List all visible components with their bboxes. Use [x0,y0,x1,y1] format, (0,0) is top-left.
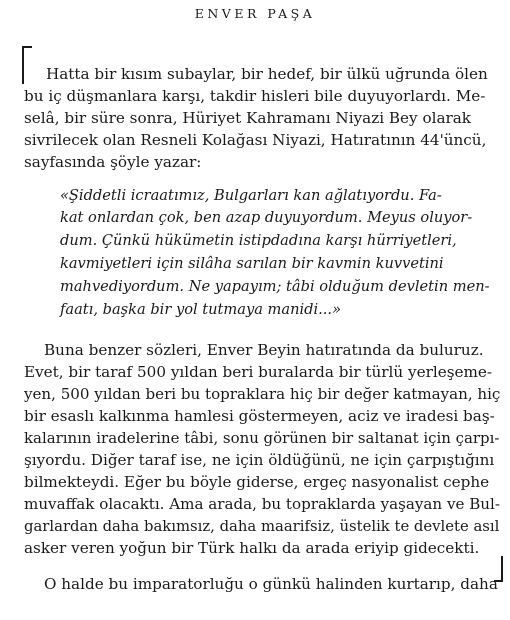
opening-bracket-mark [22,46,32,84]
paragraph2-line: garlardan daha bakımsız, daha maarifsiz, üstelik te devlete asıl [24,517,500,535]
paragraph2-line: kalarının iradelerine tâbi, sonu görünen bir saltanat için çarpı- [24,429,500,447]
paragraph1-line: sayfasında şöyle yazar: [24,153,202,171]
paragraph2-line: Buna benzer sözleri, Enver Beyin hatıratında da buluruz. [44,341,484,359]
quote-line: kat onlardan çok, ben azap duyuyordum. Meyus oluyor- [60,209,473,226]
paragraph2-line: muvaffak olacaktı. Ama arada, bu topraklarda yaşayan ve Bul- [24,495,500,513]
quote-line: «Şiddetli icraatımız, Bulgarları kan ağlatıyordu. Fa- [60,187,442,204]
quote-line: faatı, başka bir yol tutmaya manidi...» [60,301,342,318]
paragraph1-line: Hatta bir kısım subaylar, bir hedef, bir ülkü uğrunda ölen [46,65,488,83]
paragraph2-line: şıyordu. Diğer taraf ise, ne için öldüğünü, ne için çarpıştığını [24,451,495,469]
paragraph1-line: sivrilecek olan Resneli Kolağası Niyazi, Hatıratının 44'üncü, [24,131,487,149]
running-head: ENVER PAŞA [194,6,316,21]
paragraph2-line: Evet, bir taraf 500 yıldan beri buralarda bir türlü yerleşeme- [24,363,493,381]
paragraph3-line: O halde bu imparatorluğu o günkü halinden kurtarıp, daha [44,575,498,593]
quote-line: kavmiyetleri için silâha sarılan bir kavmin kuvvetini [60,255,444,272]
paragraph2-line: bir esaslı kalkınma hamlesi göstermeyen, aciz ve iradesi baş- [24,407,495,425]
quote-line: mahvediyordum. Ne yapayım; tâbi olduğum devletin men- [60,278,490,295]
paragraph2-line: yen, 500 yıldan beri bu topraklara hiç bir değer katmayan, hiç [24,385,501,403]
paragraph1-line: selâ, bir süre sonra, Hüriyet Kahramanı Niyazi Bey olarak [24,109,472,127]
paragraph2-line: bilmekteydi. Eğer bu böyle giderse, ergeç nasyonalist cephe [24,473,490,491]
quote-line: dum. Çünkü hükümetin istipdadına karşı hürriyetleri, [60,232,457,249]
paragraph1-line: bu iç düşmanlara karşı, takdir hisleri bile duyuyorlardı. Me- [24,87,486,105]
paragraph2-line: asker veren yoğun bir Türk halkı da arada eriyip gidecekti. [24,539,480,557]
